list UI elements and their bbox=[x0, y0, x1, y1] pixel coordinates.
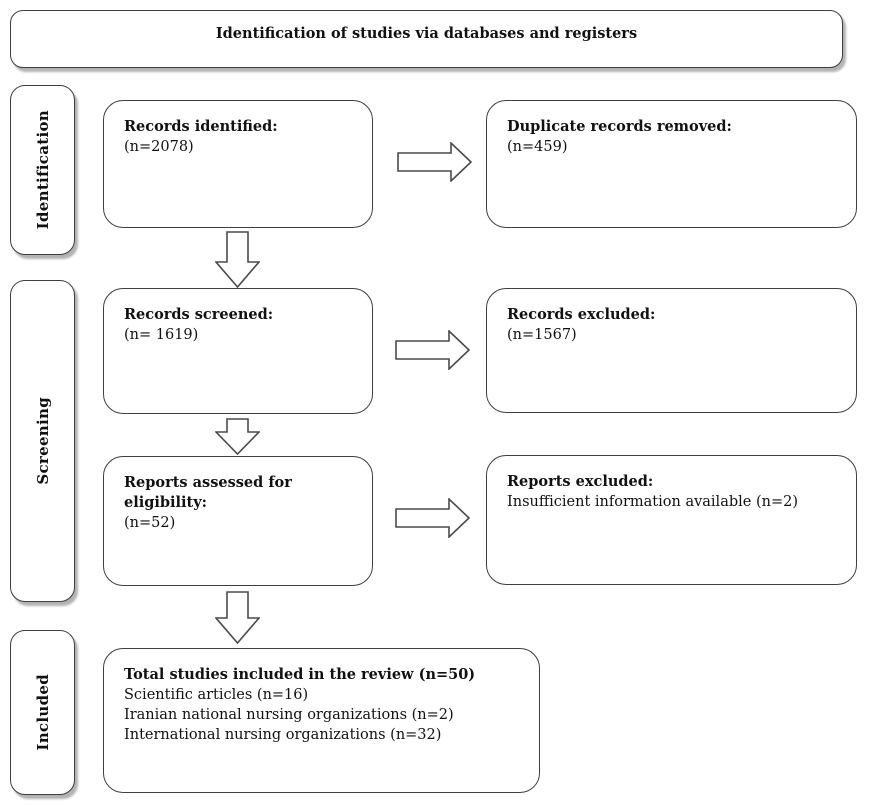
box-total-included bbox=[103, 648, 540, 793]
arrow-right-icon bbox=[395, 330, 471, 370]
box-reports-assessed-title: Reports assessed for eligibility: bbox=[124, 474, 292, 511]
box-records-screened-title: Records screened: bbox=[124, 306, 274, 323]
diagram-title: Identification of studies via databases and registers bbox=[215, 25, 638, 42]
box-total-included-line: Scientific articles (n=16) bbox=[124, 687, 309, 703]
box-total-included-line: Iranian national nursing organizations (n=2) bbox=[124, 707, 454, 723]
box-duplicate-records-removed bbox=[486, 100, 857, 228]
box-reports-excluded-value: Insufficient information available (n=2) bbox=[507, 494, 798, 510]
arrow-right-icon bbox=[395, 498, 471, 538]
box-records-screened bbox=[103, 288, 373, 414]
box-records-identified-title: Records identified: bbox=[124, 118, 278, 135]
arrow-right-icon bbox=[397, 142, 473, 182]
box-total-included-line: International nursing organizations (n=32) bbox=[124, 727, 442, 743]
box-reports-assessed bbox=[103, 456, 373, 586]
box-duplicate-records-removed-title: Duplicate records removed: bbox=[507, 118, 732, 135]
box-records-excluded-value: (n=1567) bbox=[507, 327, 577, 343]
box-reports-excluded-title: Reports excluded: bbox=[507, 473, 654, 490]
arrow-down-icon bbox=[215, 418, 260, 455]
box-records-identified-value: (n=2078) bbox=[124, 139, 194, 155]
box-reports-excluded bbox=[486, 455, 857, 585]
stage-identification-label: Identification bbox=[33, 110, 52, 230]
stage-screening bbox=[10, 280, 75, 602]
box-records-excluded bbox=[486, 288, 857, 413]
stage-identification bbox=[10, 85, 75, 255]
arrow-down-icon bbox=[215, 591, 260, 644]
arrow-down-icon bbox=[215, 231, 260, 288]
diagram-title-box bbox=[10, 10, 843, 68]
box-records-identified bbox=[103, 100, 373, 228]
box-total-included-title: Total studies included in the review (n=50) bbox=[124, 666, 476, 683]
stage-screening-label: Screening bbox=[33, 397, 52, 485]
box-records-excluded-title: Records excluded: bbox=[507, 306, 656, 323]
box-reports-assessed-value: (n=52) bbox=[124, 515, 176, 531]
box-duplicate-records-removed-value: (n=459) bbox=[507, 139, 568, 155]
stage-included-label: Included bbox=[33, 674, 52, 751]
stage-included bbox=[10, 630, 75, 795]
box-records-screened-value: (n= 1619) bbox=[124, 327, 199, 343]
